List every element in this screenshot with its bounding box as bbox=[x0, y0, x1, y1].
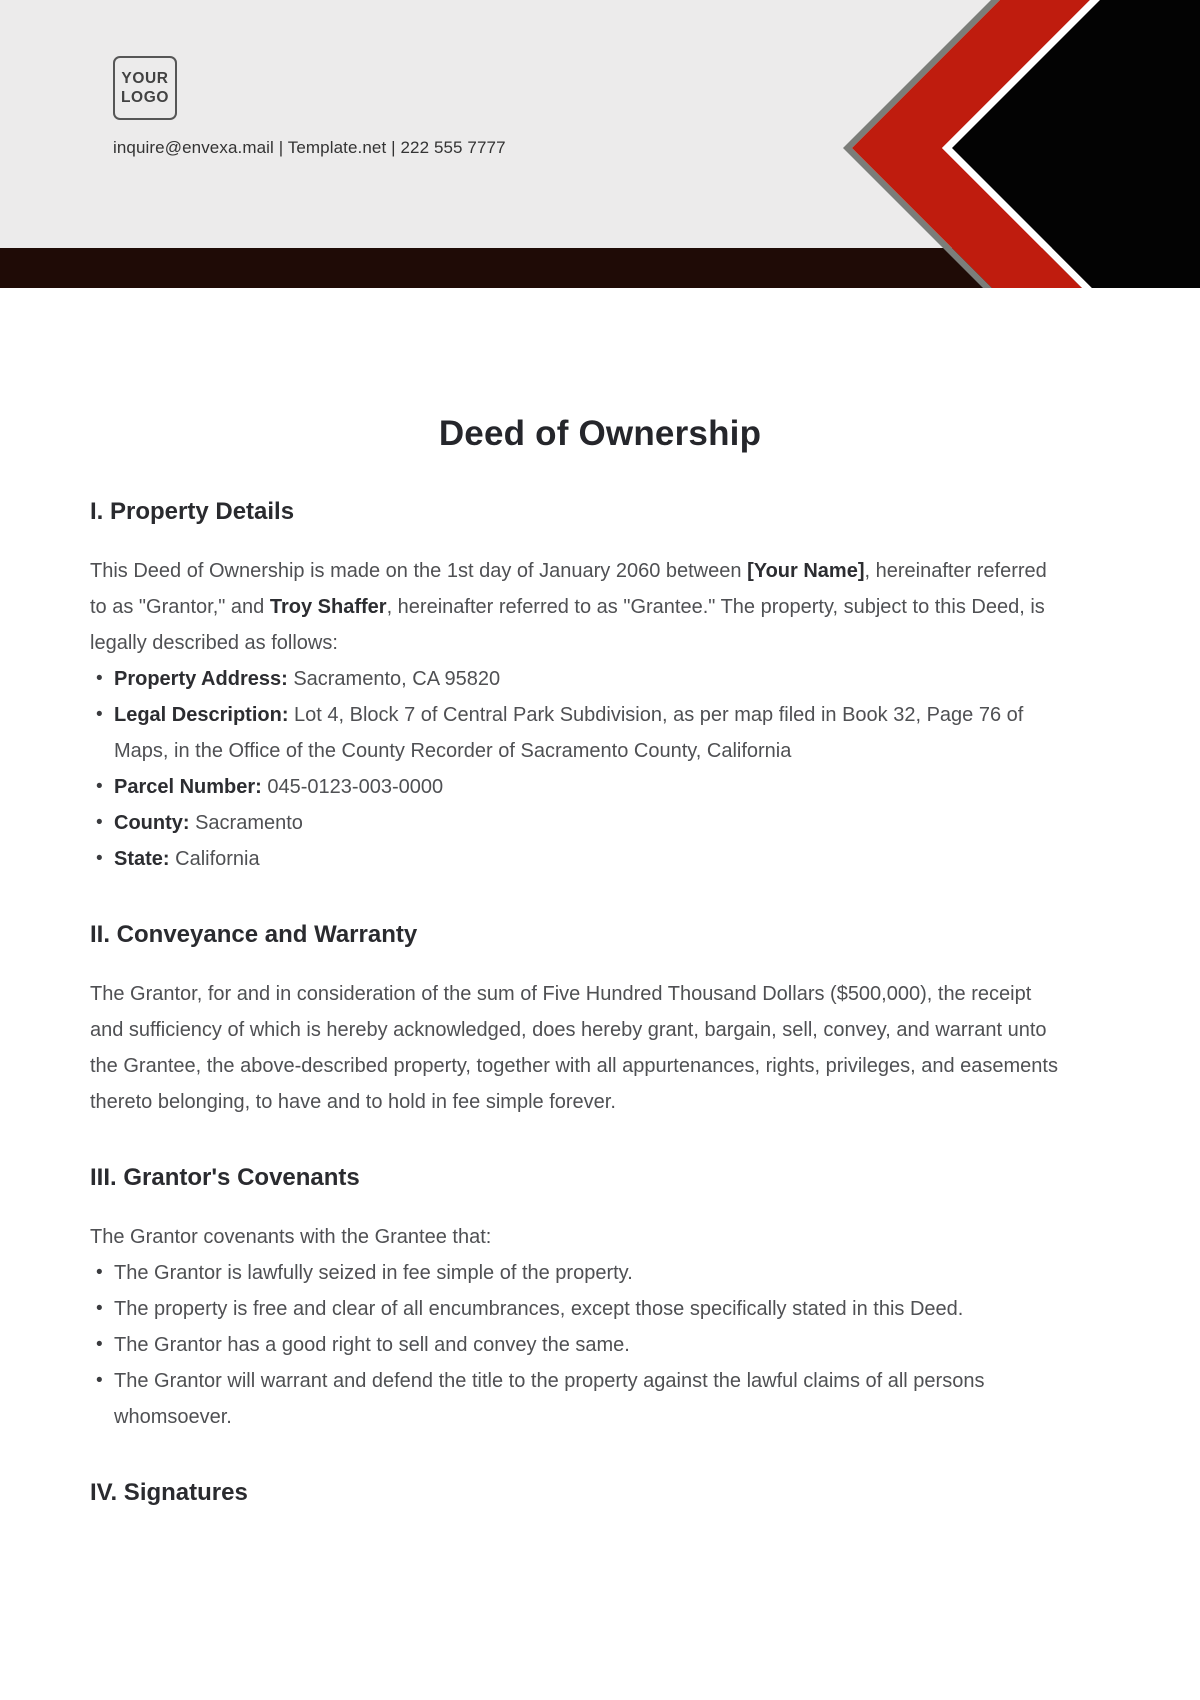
document-body bbox=[90, 498, 1110, 1506]
document-page bbox=[0, 414, 1200, 1506]
section-paragraph bbox=[90, 1219, 1062, 1255]
text-run: The Grantor, for and in consideration of the sum of Five Hundred Thousand Dollars ($500,000), the receipt and sufficiency of which is hereby acknowledged, does hereby grant, bargain, sell, convey, and warrant unto the Grantee, the above-described property, together with all appurtenances, rights, privileges, and easements thereto belonging, to have and to hold in fee simple forever. bbox=[90, 983, 1058, 1113]
bullet-list bbox=[90, 661, 1062, 877]
text-run: The Grantor covenants with the Grantee that: bbox=[90, 1226, 492, 1248]
text-run: Sacramento, CA 95820 bbox=[293, 668, 501, 690]
section-heading: I. Property Details bbox=[90, 498, 295, 525]
contact-line: inquire@envexa.mail | Template.net | 222 555 7777 bbox=[113, 138, 506, 157]
text-run: The Grantor is lawfully seized in fee simple of the property. bbox=[114, 1262, 633, 1284]
bullet-item bbox=[90, 697, 1062, 769]
text-run: California bbox=[175, 848, 260, 870]
chevron-decoration-icon bbox=[780, 0, 1200, 288]
section-heading: II. Conveyance and Warranty bbox=[90, 921, 418, 948]
text-run: Sacramento bbox=[195, 812, 303, 834]
bullet-item bbox=[90, 1255, 1062, 1291]
document-section bbox=[90, 1479, 1110, 1506]
bold-text-run: Troy Shaffer bbox=[269, 596, 387, 618]
section-paragraph bbox=[90, 553, 1062, 661]
text-run: The property is free and clear of all encumbrances, except those specifically stated in this Deed. bbox=[114, 1298, 964, 1320]
bold-text-run: State: bbox=[114, 848, 176, 870]
bullet-item bbox=[90, 1363, 1062, 1435]
logo bbox=[113, 56, 177, 120]
bold-text-run: Parcel Number: bbox=[114, 776, 268, 798]
text-run: 045-0123-003-0000 bbox=[267, 776, 444, 798]
document-title: Deed of Ownership bbox=[438, 414, 762, 453]
section-paragraph bbox=[90, 976, 1062, 1120]
bullet-item bbox=[90, 661, 1062, 697]
bold-text-run: [Your Name] bbox=[747, 560, 865, 582]
logo-text-line1: YOUR bbox=[121, 70, 169, 87]
bullet-item bbox=[90, 769, 1062, 805]
text-run: Lot 4, Block 7 of Central Park Subdivision, as per map filed in Book 32, Page 76 of Maps, in the Office of the County Recorder of Sacramento County, California bbox=[114, 704, 1024, 762]
text-run: The Grantor will warrant and defend the title to the property against the lawful claims of all persons whomsoever. bbox=[114, 1370, 985, 1428]
text-run: The Grantor has a good right to sell and convey the same. bbox=[114, 1334, 630, 1356]
bold-text-run: Legal Description: bbox=[114, 704, 295, 726]
text-run: , hereinafter referred to as "Grantor," and bbox=[90, 560, 1047, 618]
letterhead bbox=[0, 0, 1200, 288]
bullet-item bbox=[90, 805, 1062, 841]
document-section bbox=[90, 498, 1110, 877]
document-section bbox=[90, 1164, 1110, 1435]
document-section bbox=[90, 921, 1110, 1120]
bullet-item bbox=[90, 1327, 1062, 1363]
section-heading: IV. Signatures bbox=[90, 1479, 248, 1506]
section-heading: III. Grantor's Covenants bbox=[90, 1164, 360, 1191]
bullet-item bbox=[90, 841, 1062, 877]
bullet-list bbox=[90, 1255, 1062, 1435]
text-run: , hereinafter referred to as "Grantee." The property, subject to this Deed, is legally described as follows: bbox=[90, 596, 1045, 654]
bold-text-run: Property Address: bbox=[114, 668, 294, 690]
logo-text-line2: LOGO bbox=[120, 89, 170, 106]
text-run: This Deed of Ownership is made on the 1st day of January 2060 between bbox=[90, 560, 748, 582]
bullet-item bbox=[90, 1291, 1062, 1327]
bold-text-run: County: bbox=[114, 812, 196, 834]
